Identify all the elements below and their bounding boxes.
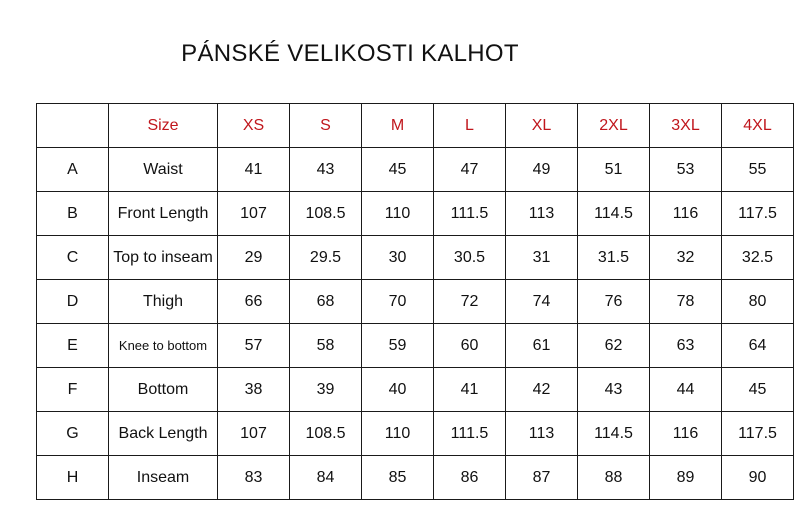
size-header-2xl: 2XL	[578, 104, 650, 148]
table-row	[37, 456, 794, 500]
measurement-value: 70	[362, 280, 434, 324]
measurement-value: 43	[290, 148, 362, 192]
measurement-name: Thigh	[109, 280, 218, 324]
measurement-value: 114.5	[578, 412, 650, 456]
row-letter: A	[37, 148, 109, 192]
measurement-value: 78	[650, 280, 722, 324]
measurement-name: Back Length	[109, 412, 218, 456]
table-row	[37, 280, 794, 324]
measurement-value: 111.5	[434, 192, 506, 236]
measurement-value: 111.5	[434, 412, 506, 456]
measurement-value: 83	[218, 456, 290, 500]
measurement-name: Front Length	[109, 192, 218, 236]
table-row	[37, 148, 794, 192]
measurement-value: 41	[434, 368, 506, 412]
measurement-value: 38	[218, 368, 290, 412]
measurement-value: 60	[434, 324, 506, 368]
measurement-value: 76	[578, 280, 650, 324]
size-header-m: M	[362, 104, 434, 148]
measurement-value: 74	[506, 280, 578, 324]
measurement-value: 86	[434, 456, 506, 500]
measurement-value: 47	[434, 148, 506, 192]
measurement-value: 64	[722, 324, 794, 368]
measurement-value: 40	[362, 368, 434, 412]
size-header-4xl: 4XL	[722, 104, 794, 148]
measurement-value: 110	[362, 192, 434, 236]
measurement-value: 61	[506, 324, 578, 368]
measurement-value: 107	[218, 192, 290, 236]
measurement-value: 53	[650, 148, 722, 192]
measurement-value: 45	[722, 368, 794, 412]
table-row	[37, 324, 794, 368]
measurement-value: 51	[578, 148, 650, 192]
measurement-value: 42	[506, 368, 578, 412]
measurement-value: 30.5	[434, 236, 506, 280]
row-letter: D	[37, 280, 109, 324]
measurement-value: 89	[650, 456, 722, 500]
measurement-value: 113	[506, 192, 578, 236]
measurement-value: 44	[650, 368, 722, 412]
measurement-value: 31	[506, 236, 578, 280]
measurement-value: 107	[218, 412, 290, 456]
table-row	[37, 368, 794, 412]
row-letter: H	[37, 456, 109, 500]
row-letter: B	[37, 192, 109, 236]
size-label-header: Size	[109, 104, 218, 148]
measurement-value: 110	[362, 412, 434, 456]
measurement-value: 108.5	[290, 412, 362, 456]
measurement-value: 90	[722, 456, 794, 500]
measurement-name: Bottom	[109, 368, 218, 412]
measurement-value: 108.5	[290, 192, 362, 236]
measurement-value: 39	[290, 368, 362, 412]
measurement-value: 80	[722, 280, 794, 324]
measurement-value: 57	[218, 324, 290, 368]
measurement-value: 63	[650, 324, 722, 368]
row-letter: E	[37, 324, 109, 368]
header-row	[37, 104, 794, 148]
table-row	[37, 192, 794, 236]
measurement-value: 72	[434, 280, 506, 324]
measurement-value: 41	[218, 148, 290, 192]
table-row	[37, 412, 794, 456]
size-header-3xl: 3XL	[650, 104, 722, 148]
measurement-name: Top to inseam	[109, 236, 218, 280]
page-title: PÁNSKÉ VELIKOSTI KALHOT	[181, 40, 519, 67]
measurement-value: 84	[290, 456, 362, 500]
measurement-value: 32	[650, 236, 722, 280]
measurement-value: 49	[506, 148, 578, 192]
size-header-xl: XL	[506, 104, 578, 148]
measurement-name: Inseam	[109, 456, 218, 500]
measurement-value: 59	[362, 324, 434, 368]
size-chart-table	[36, 103, 794, 500]
measurement-value: 116	[650, 192, 722, 236]
corner-cell	[37, 104, 109, 148]
measurement-value: 117.5	[722, 192, 794, 236]
row-letter: F	[37, 368, 109, 412]
size-header-l: L	[434, 104, 506, 148]
measurement-value: 32.5	[722, 236, 794, 280]
measurement-value: 45	[362, 148, 434, 192]
row-letter: C	[37, 236, 109, 280]
measurement-value: 66	[218, 280, 290, 324]
measurement-value: 114.5	[578, 192, 650, 236]
measurement-value: 55	[722, 148, 794, 192]
measurement-value: 117.5	[722, 412, 794, 456]
measurement-value: 29	[218, 236, 290, 280]
measurement-value: 29.5	[290, 236, 362, 280]
table-row	[37, 236, 794, 280]
measurement-value: 68	[290, 280, 362, 324]
size-header-s: S	[290, 104, 362, 148]
measurement-value: 116	[650, 412, 722, 456]
measurement-value: 88	[578, 456, 650, 500]
measurement-value: 85	[362, 456, 434, 500]
measurement-value: 58	[290, 324, 362, 368]
measurement-value: 62	[578, 324, 650, 368]
size-header-xs: XS	[218, 104, 290, 148]
measurement-value: 113	[506, 412, 578, 456]
measurement-name: Waist	[109, 148, 218, 192]
measurement-value: 43	[578, 368, 650, 412]
measurement-name: Knee to bottom	[109, 324, 218, 368]
row-letter: G	[37, 412, 109, 456]
measurement-value: 30	[362, 236, 434, 280]
measurement-value: 87	[506, 456, 578, 500]
measurement-value: 31.5	[578, 236, 650, 280]
